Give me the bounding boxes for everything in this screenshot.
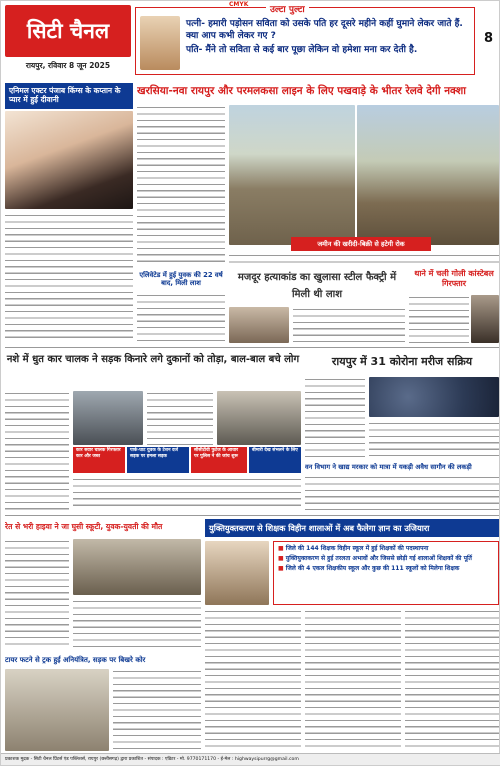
masthead-date: रायपुर, रविवार 8 जून 2025 — [25, 61, 111, 70]
story-rail-body-left — [137, 105, 225, 265]
page-number: 8 — [483, 31, 493, 46]
teacher-highlight-item: ■ जिले की 4 एकल शिक्षकीय स्कूल और कुछ की 111 स्कूलों को मिलेगा शिक्षक — [278, 565, 494, 572]
damaged-shop-photo-2 — [217, 391, 301, 445]
story-actress-headline: एनिमल एक्टर पंजाब किंग्स के कप्तान के प्यार में हुई दीवानी — [5, 83, 133, 109]
imprint-footer: प्रकाशक मुद्रक - सिटी चैनल प्रिंटर्स एंड पब्लिशर्स, रायपुर (छत्तीसगढ़) द्वारा प्रकाशित - संपादक : एडिटर - मो. 9770171170 - ई-मेल : highwaysipurrg@gmail.com — [1, 753, 500, 765]
divider — [5, 347, 499, 348]
story-teacher-body-1 — [205, 609, 301, 751]
cmyk-mark: CMYK — [229, 1, 249, 8]
story-murder-headline: मजदूर हत्याकांड का खुलासा स्टील फैक्ट्री में मिली थी लाश — [237, 272, 397, 300]
story-hywa-body-1 — [5, 539, 69, 649]
story-teacher-headline: युक्तियुक्तकरण से शिक्षक विहीन शालाओं में अब फैलेगा ज्ञान का उजियारा — [205, 519, 499, 537]
teacher-highlight-item: ■ युक्तियुक्तकरण से हुई तरलता अभावों और जिससे छोड़ी गई शालाओं शिक्षकों की पूर्ति — [278, 555, 494, 562]
story-elevated-body — [137, 293, 225, 343]
murder-story-photo — [229, 307, 289, 343]
hywa-accident-photo — [73, 539, 201, 595]
teacher-story-photo — [205, 541, 269, 605]
story-rail-headline: खरसिया-नवा रायपुर और परमलकसा लाइन के लिए पखवाड़े के भीतर रेलवे देगी नक्शा — [137, 85, 467, 97]
story-firing-body — [409, 295, 469, 343]
story-drunk-driver-body-2 — [147, 391, 213, 445]
rail-track-photo-2 — [357, 105, 499, 245]
story-forest-headline: वन विभाग ने खाद्य मरकार को मात्रा में यकड़ी अवैध सागौन की लकड़ी — [305, 463, 472, 471]
constable-photo — [471, 295, 499, 343]
ulta-pulta-box — [135, 7, 475, 75]
story-forest-body — [305, 475, 499, 511]
actress-photo — [5, 111, 133, 209]
story-hywa-headline: रेत से भरी हाइवा ने जा घुसी स्कूटी, युवक-युवती की मौत — [5, 522, 163, 531]
story-drunk-driver-headline: नशे में धुत कार चालक ने सड़क किनारे लगे दुकानों को तोड़ा, बाल-बाल बचे लोग — [6, 354, 300, 365]
rail-track-photo-1 — [229, 105, 355, 245]
story-tyre-body — [113, 669, 201, 751]
masthead — [5, 5, 131, 75]
ulta-pulta-line2: पति- मैंने तो सविता से कई बार पूछा लेकिन वो हमेशा मना कर देती है. — [186, 45, 418, 55]
story-firing-headline: थाने में चली गोली कांस्टेबल गिरफ्तार — [414, 269, 494, 288]
tag-illness: बीमारी देख संभलने के लिए — [249, 447, 301, 473]
story-drunk-driver-body-1 — [5, 391, 69, 511]
tag-attack: पार्क-घाट युवक के टेशन दर्ज सड़क पर हमला सड़क — [127, 447, 189, 473]
story-corona-body-1 — [305, 377, 365, 457]
masthead-title: सिटी चैनल — [5, 5, 131, 57]
cartoon-thumbnail — [140, 16, 180, 70]
teacher-highlights-list — [278, 545, 494, 572]
tag-arrest: कार सवार चालक गिरफ्तार कार और जब्त — [73, 447, 125, 473]
story-hywa-body-2 — [73, 599, 201, 649]
story-corona-headline: रायपुर में 31 कोरोना मरीज सक्रिय — [331, 355, 473, 368]
story-elevated-headline: एलिवेटेड में हुई युवक की 22 वर्ष बाद, मिली लाश — [139, 271, 223, 287]
story-corona-body-2 — [369, 421, 499, 457]
story-drunk-driver-body-3 — [73, 477, 301, 511]
tag-cctv: सीसीटीवी फुटेज के आधार पर पुलिस ने की जांच शुरू — [191, 447, 247, 473]
truck-photo — [5, 669, 109, 751]
story-actress-body — [5, 213, 133, 343]
divider — [5, 515, 499, 516]
story-rail-body-bottom — [229, 253, 499, 265]
story-murder-body — [293, 307, 405, 343]
teacher-highlight-item: ■ जिले की 144 शिक्षक विहीन स्कूल में हुई शिक्षकों की पदस्थापना — [278, 545, 494, 552]
corona-virus-photo — [369, 377, 499, 417]
story-tyre-headline: टायर फटने से ट्रक हुई अनियंत्रित, सड़क पर बिखरे कोर — [5, 656, 146, 664]
story-teacher-body-3 — [405, 609, 499, 751]
ulta-pulta-line1: पत्नी- हमारी पड़ोसन सविता को उसके पति हर दूसरे महीने कहीं घुमाने लेकर जाते हैं. क्या आप कभी लेकर गए ? — [186, 19, 463, 41]
teacher-highlights-box — [273, 541, 499, 605]
story-teacher-body-2 — [305, 609, 401, 751]
ulta-pulta-label: उल्टा पुल्टा — [266, 2, 309, 15]
damaged-shop-photo-1 — [73, 391, 143, 445]
rail-photo-caption: जमीन की खरीदी-बिक्री से हटेगी रोक — [291, 237, 431, 251]
